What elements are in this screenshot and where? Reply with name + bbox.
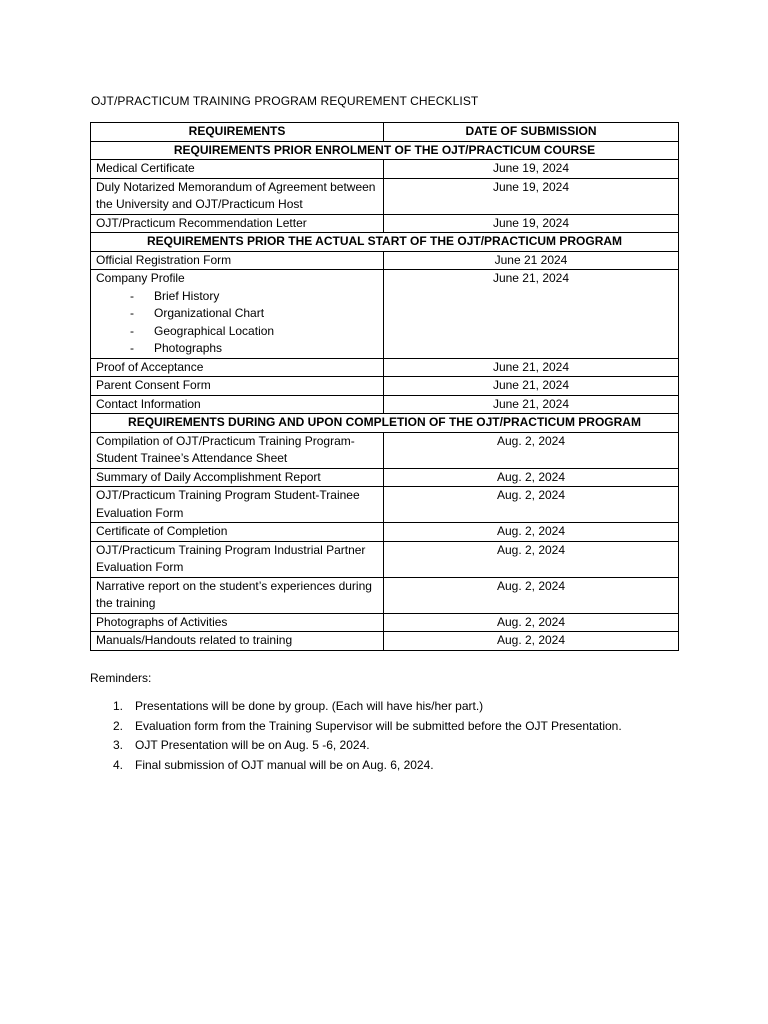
date-cell: June 19, 2024 [384,178,679,214]
table-row [91,395,679,414]
dash-marker: - [130,323,134,338]
reminder-text: Presentations will be done by group. (Each will have his/her part.) [135,699,484,713]
date-cell: Aug. 2, 2024 [384,523,679,542]
requirements-table [90,122,679,651]
section-title: REQUIREMENTS PRIOR THE ACTUAL START OF THE OJT/PRACTICUM PROGRAM [91,233,679,252]
table-row [91,214,679,233]
requirement-label: Company Profile [96,271,185,285]
date-cell: June 19, 2024 [384,160,679,179]
date-cell: June 21, 2024 [384,395,679,414]
table-row [91,487,679,523]
list-item [90,697,710,717]
requirement-cell: Manuals/Handouts related to training [91,632,384,651]
requirement-cell: Compilation of OJT/Practicum Training Program-Student Trainee’s Attendance Sheet [91,432,384,468]
item-number: 2. [113,718,124,733]
section-row [91,141,679,160]
header-requirements: REQUIREMENTS [91,123,384,142]
date-cell: Aug. 2, 2024 [384,468,679,487]
table-row [91,632,679,651]
section-title: REQUIREMENTS DURING AND UPON COMPLETION OF THE OJT/PRACTICUM PROGRAM [91,414,679,433]
section-title: REQUIREMENTS PRIOR ENROLMENT OF THE OJT/PRACTICUM COURSE [91,141,679,160]
table-row [91,541,679,577]
date-cell: June 21, 2024 [384,270,679,359]
date-cell: Aug. 2, 2024 [384,632,679,651]
table-row [91,358,679,377]
list-item [130,323,378,341]
requirement-cell: OJT/Practicum Training Program Industrial Partner Evaluation Form [91,541,384,577]
table-row [91,270,679,359]
requirement-cell: OJT/Practicum Recommendation Letter [91,214,384,233]
date-cell: Aug. 2, 2024 [384,541,679,577]
dash-marker: - [130,288,134,303]
list-item [130,305,378,323]
reminders-heading: Reminders: [90,671,152,685]
list-item [90,756,710,776]
reminder-text: OJT Presentation will be on Aug. 5 -6, 2024. [135,738,370,752]
table-row [91,251,679,270]
table-row [91,468,679,487]
requirement-cell: Summary of Daily Accomplishment Report [91,468,384,487]
section-row [91,414,679,433]
requirement-cell: Official Registration Form [91,251,384,270]
dash-marker: - [130,341,134,355]
requirement-cell: Duly Notarized Memorandum of Agreement between the University and OJT/Practicum Host [91,178,384,214]
date-cell: June 21, 2024 [384,377,679,396]
reminder-text: Evaluation form from the Training Supervisor will be submitted before the OJT Presentation. [135,718,622,733]
requirement-cell: Contact Information [91,395,384,414]
table-row [91,432,679,468]
subitem-list [96,288,378,358]
date-cell: June 21 2024 [384,251,679,270]
table-header-row [91,123,679,142]
dash-marker: - [130,306,134,320]
document-title: OJT/PRACTICUM TRAINING PROGRAM REQUREMENT CHECKLIST [91,94,479,108]
date-cell: Aug. 2, 2024 [384,487,679,523]
table-row [91,160,679,179]
date-cell: June 19, 2024 [384,214,679,233]
requirement-cell: Narrative report on the student’s experiences during the training [91,577,384,613]
reminders-list [90,697,710,775]
item-number: 3. [113,738,124,752]
subitem-label: Brief History [154,288,220,303]
section-row [91,233,679,252]
list-item [130,340,378,358]
table-row [91,377,679,396]
item-number: 4. [113,757,124,772]
date-cell: Aug. 2, 2024 [384,613,679,632]
subitem-label: Organizational Chart [154,306,265,320]
requirement-cell: Photographs of Activities [91,613,384,632]
header-date-of-submission: DATE OF SUBMISSION [384,123,679,142]
list-item [90,736,710,756]
requirement-cell: Certificate of Completion [91,523,384,542]
requirement-cell: Parent Consent Form [91,377,384,396]
subitem-label: Geographical Location [154,323,275,338]
list-item [90,717,710,737]
requirement-cell: OJT/Practicum Training Program Student-Trainee Evaluation Form [91,487,384,523]
reminder-text: Final submission of OJT manual will be on Aug. 6, 2024. [135,757,434,772]
subitem-label: Photographs [154,341,223,355]
item-number: 1. [113,699,124,713]
table-row [91,577,679,613]
table-row [91,613,679,632]
date-cell: Aug. 2, 2024 [384,432,679,468]
date-cell: June 21, 2024 [384,358,679,377]
table-row [91,523,679,542]
date-cell: Aug. 2, 2024 [384,577,679,613]
requirement-cell [91,270,384,359]
list-item [130,288,378,306]
requirement-cell: Medical Certificate [91,160,384,179]
requirement-cell: Proof of Acceptance [91,358,384,377]
table-row [91,178,679,214]
